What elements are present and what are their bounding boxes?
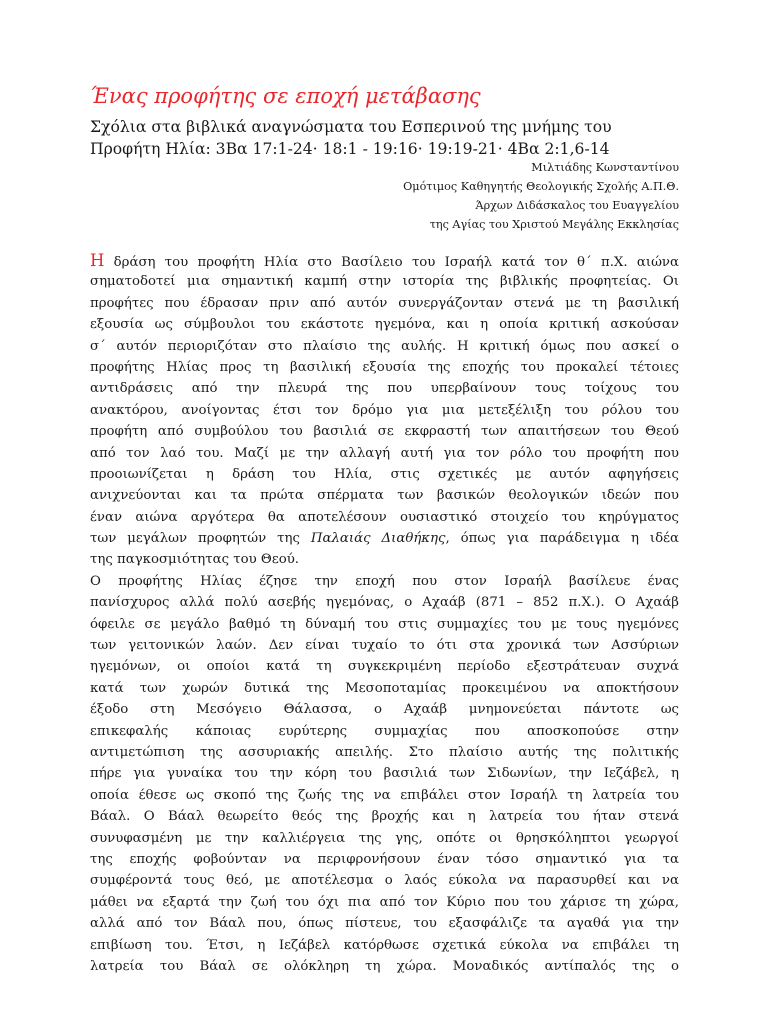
subtitle-line: Σχόλια στα βιβλικά αναγνώσματα του Εσπερινού της μνήμης του: [90, 118, 612, 136]
text-line: ηγεμόνων, οι οποίοι κατά τη συγκεκριμένη περίοδο εξεστράτευαν συχνά: [90, 659, 679, 675]
article-subtitle: [90, 116, 679, 160]
article-title: Ένας προφήτης σε εποχή μετάβασης: [90, 84, 481, 108]
italic-term: Παλαιάς Διαθήκης: [310, 531, 446, 547]
drop-cap: Η: [90, 251, 105, 270]
author-name: Μιλτιάδης Κωνσταντίνου: [531, 161, 679, 174]
subtitle-line: Προφήτη Ηλία: 3Βα 17:1-24· 18:1 - 19:16· 19:19-21· 4Βα 2:1,6-14: [90, 140, 610, 158]
text-line: προφήτες που έδρασαν πριν από αυτόν συνεργάζονταν στενά με τη βασιλική: [90, 295, 679, 311]
text-line: προφήτη από συμβούλου του βασιλιά σε εκφραστή των απαιτήσεων του Θεού: [90, 424, 679, 440]
text-line: της εποχής φοβούνταν να περιφρονήσουν έναν τόσο σημαντικό για τα: [90, 851, 679, 867]
text-line: αντιμετώπιση της ασσυριακής απειλής. Στο πλαίσιο αυτής της πολιτικής: [90, 744, 679, 760]
text-line: σ΄ αυτόν περιοριζόταν στο πλαίσιο της αυλής. Η κριτική όμως που ασκεί ο: [90, 338, 679, 354]
text-line: πανίσχυρος αλλά πολύ ασεβής ηγεμόνας, ο Αχαάβ (871 – 852 π.Χ.). Ο Αχαάβ: [90, 595, 679, 611]
text-line: σηματοδοτεί μια σημαντική καμπή στην ιστορία της βιβλικής προφητείας. Οι: [90, 274, 679, 290]
text-line: Η δράση του προφήτη Ηλία στο Βασίλειο του Ισραήλ κατά τον θ΄ π.Χ. αιώνα: [90, 251, 679, 270]
paragraph-1-lines: [90, 271, 679, 528]
text-line: αντιδράσεις από την πλευρά της που υπερβαίνουν τους τοίχους του: [90, 381, 679, 397]
text-line: έναν αιώνα αργότερα θα αποτελέσουν ουσιαστικό στοιχείο του κηρύγματος: [90, 509, 679, 525]
author-block: [279, 158, 679, 234]
text-line: προοιωνίζεται η δράση του Ηλία, στις σχετικές με αυτόν αφηγήσεις: [90, 466, 679, 482]
text-line: επιβίωση του. Έτσι, η Ιεζάβελ κατόρθωσε σχετικά εύκολα να επιβάλει τη: [90, 937, 679, 953]
text-line: κατά των χωρών δυτικά της Μεσοποταμίας προκειμένου να αποκτήσουν: [90, 680, 679, 696]
text-line: από τον λαό του. Μαζί με την αλλαγή αυτή για τον ρόλο του προφήτη που: [90, 445, 679, 461]
text-line: λατρεία του Βάαλ σε ολόκληρη τη χώρα. Μοναδικός αντίπαλός της ο: [90, 958, 679, 974]
author-affiliation: Ομότιμος Καθηγητής Θεολογικής Σχολής Α.Π.Θ.: [403, 180, 679, 193]
text-line: εξουσία ως σύμβουλοι του εκάστοτε ηγεμόνα, και η οποία κριτική ασκούσαν: [90, 317, 679, 333]
text-line: προφήτης Ηλίας προς τη βασιλική εξουσία της εποχής του προκαλεί τέτοιες: [90, 359, 679, 375]
text-line: της παγκοσμιότητας του Θεού.: [90, 552, 300, 568]
text-line: ανακτόρου, ανοίγοντας έτσι τον δρόμο για μια μετεξέλιξη του ρόλου του: [90, 402, 679, 418]
text-line: επικεφαλής κάποιας ευρύτερης συμμαχίας που αποσκοπούσε στην: [90, 723, 679, 739]
text-line: των γειτονικών λαών. Δεν είναι τυχαίο το ότι στα χρονικά των Ασσύριων: [90, 638, 679, 654]
text-line: Ο προφήτης Ηλίας έζησε την εποχή που στον Ισραήλ βασίλευε ένας: [90, 573, 679, 589]
text-line: των μεγάλων προφητών της Παλαιάς Διαθήκης, όπως για παράδειγμα η ιδέα: [90, 531, 679, 547]
text-line: συνυφασμένη με την καλλιέργεια της γης, οπότε οι θρησκόληπτοι γεωργοί: [90, 830, 679, 846]
text-line: μάθει να εξαρτά την ζωή του όχι πια από τον Κύριο που του χάρισε τη χώρα,: [90, 894, 679, 910]
paragraph-2: [90, 571, 679, 977]
text-line: αλλά από τον Βάαλ που, όπως πίστευε, του εξασφάλιζε τα αγαθά για την: [90, 916, 679, 932]
paragraph-1: [90, 250, 679, 571]
text-line: συμφέροντά τους θεό, με αποτέλεσμα ο λαός εύκολα να παρασυρθεί και να: [90, 873, 679, 889]
text-line: πήρε για γυναίκα του την κόρη του βασιλιά των Σιδωνίων, την Ιεζάβελ, η: [90, 766, 679, 782]
text-line: Βάαλ. Ο Βάαλ θεωρείτο θεός της βροχής και η λατρεία του ήταν στενά: [90, 809, 679, 825]
author-affiliation: Άρχων Διδάσκαλος του Ευαγγελίου: [475, 199, 679, 212]
author-affiliation: της Αγίας του Χριστού Μεγάλης Εκκλησίας: [429, 218, 679, 231]
text-line: ανιχνεύονται και τα πρώτα σπέρματα των βασικών θεολογικών ιδεών που: [90, 488, 679, 504]
text-line: όφειλε σε μεγάλο βαθμό τη δύναμή του στις συμμαχίες του με τους ηγεμόνες: [90, 616, 679, 632]
article-body: [90, 250, 679, 977]
text-line: οποία έθεσε ως σκοπό της ζωής της να επιβάλει στον Ισραήλ τη λατρεία του: [90, 787, 679, 803]
text-line: έξοδο στη Μεσόγειο Θάλασσα, ο Αχαάβ μνημονεύεται πάντοτε ως: [90, 702, 679, 718]
